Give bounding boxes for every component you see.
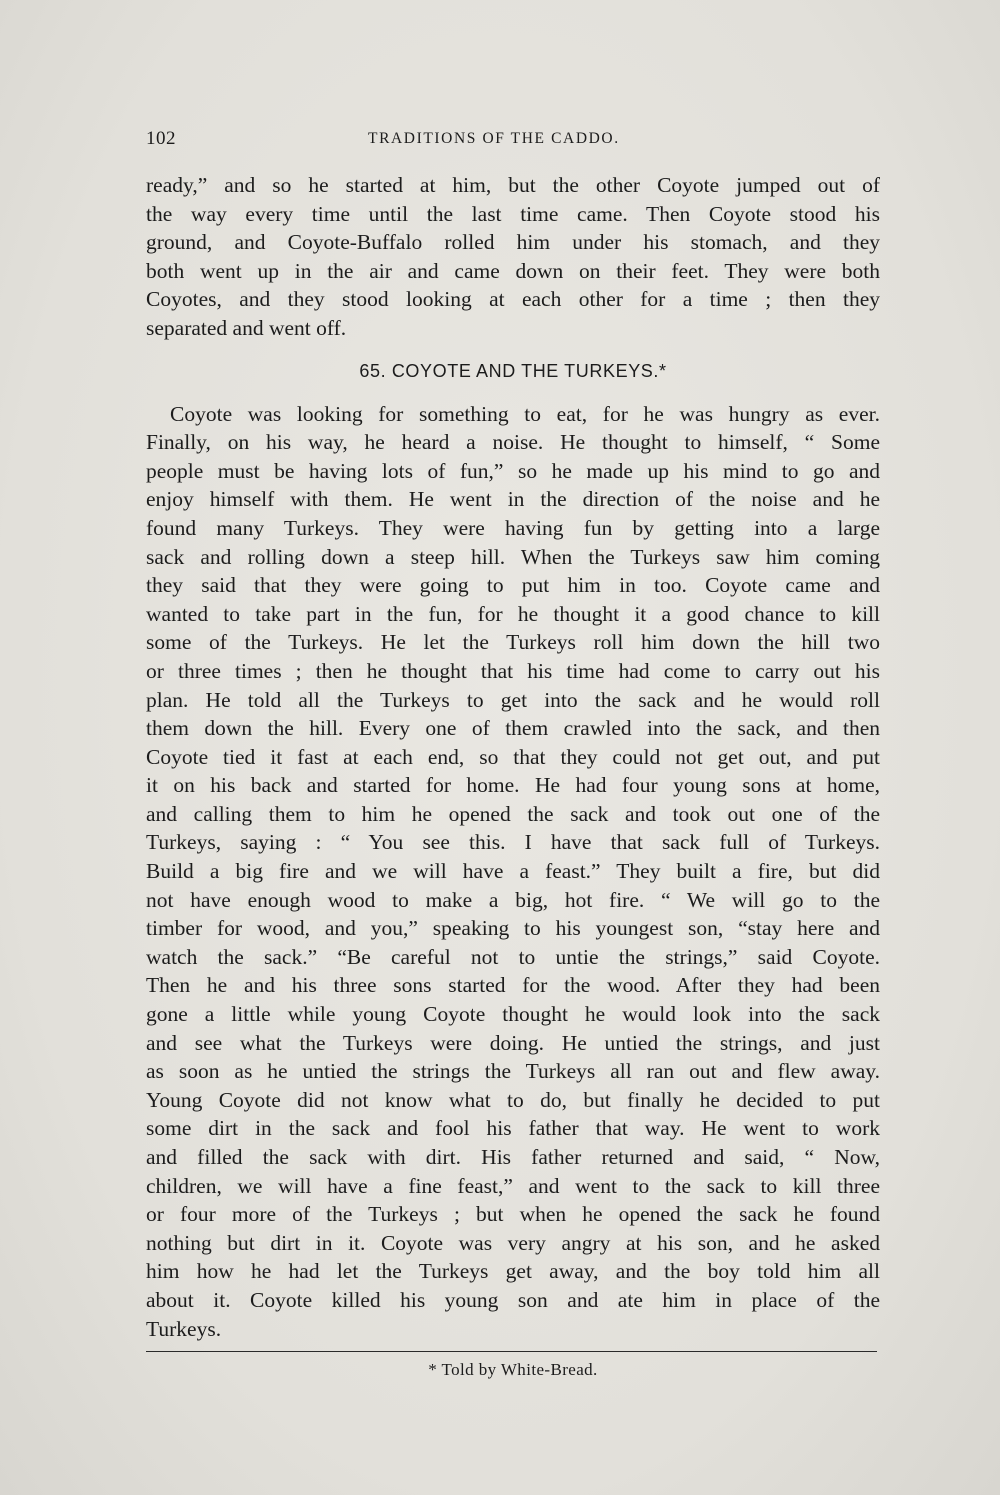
- text-line: as soon as he untied the strings the Turkeys all ran out and flew away.: [146, 1059, 880, 1084]
- text-line: them down the hill. Every one of them crawled into the sack, and then: [146, 716, 880, 741]
- text-line: Turkeys.: [146, 1316, 222, 1341]
- text-line: they said that they were going to put him in too. Coyote came and: [146, 573, 880, 598]
- text-line: the way every time until the last time came. Then Coyote stood his: [146, 201, 880, 226]
- text-line: and see what the Turkeys were doing. He untied the strings, and just: [146, 1030, 880, 1055]
- text-line: or three times ; then he thought that his time had come to carry out his: [146, 658, 880, 683]
- text-line: Then he and his three sons started for the wood. After they had been: [146, 973, 880, 998]
- text-line: sack and rolling down a steep hill. When the Turkeys saw him coming: [146, 544, 880, 569]
- text-line: wanted to take part in the fun, for he thought it a good chance to kill: [146, 601, 880, 626]
- text-line: watch the sack.” “Be careful not to untie the strings,” said Coyote.: [146, 944, 880, 969]
- story-paragraph: [146, 400, 880, 1344]
- text-line: him how he had let the Turkeys get away, and the boy told him all: [146, 1259, 880, 1284]
- text-line: Turkeys, saying : “ You see this. I have that sack full of Turkeys.: [146, 830, 880, 855]
- text-line: children, we will have a fine feast,” and went to the sack to kill three: [146, 1173, 880, 1198]
- text-line: and filled the sack with dirt. His father returned and said, “ Now,: [146, 1145, 880, 1169]
- text-line: some of the Turkeys. He let the Turkeys roll him down the hill two: [146, 630, 880, 655]
- footnote-rule: [146, 1351, 877, 1352]
- text-line: Coyote tied it fast at each end, so that they could not get out, and put: [146, 744, 880, 769]
- text-line: separated and went off.: [146, 315, 347, 340]
- footnote: * Told by White-Bread.: [428, 1360, 598, 1379]
- section-heading: 65. COYOTE AND THE TURKEYS.*: [359, 360, 667, 381]
- text-line: nothing but dirt in it. Coyote was very angry at his son, and he asked: [146, 1230, 880, 1255]
- page-number: 102: [146, 128, 176, 149]
- running-title: TRADITIONS OF THE CADDO.: [368, 130, 620, 147]
- text-line: people must be having lots of fun,” so he made up his mind to go and: [146, 458, 880, 483]
- text-line: found many Turkeys. They were having fun by getting into a large: [146, 515, 880, 540]
- previous-story-ending: [146, 171, 880, 343]
- text-line: some dirt in the sack and fool his father that way. He went to work: [146, 1116, 880, 1141]
- text-line: both went up in the air and came down on their feet. They were both: [146, 258, 880, 283]
- body-text: [146, 171, 880, 1343]
- text-line: about it. Coyote killed his young son and ate him in place of the: [146, 1287, 880, 1312]
- text-line: ground, and Coyote-Buffalo rolled him under his stomach, and they: [146, 230, 880, 255]
- text-line: it on his back and started for home. He had four young sons at home,: [146, 773, 880, 798]
- text-line: ready,” and so he started at him, but the other Coyote jumped out of: [146, 173, 880, 197]
- text-line: plan. He told all the Turkeys to get into the sack and he would roll: [146, 687, 880, 712]
- text-line: or four more of the Turkeys ; but when he opened the sack he found: [146, 1202, 880, 1227]
- text-line: and calling them to him he opened the sack and took out one of the: [146, 801, 880, 826]
- text-line: Finally, on his way, he heard a noise. He thought to himself, “ Some: [146, 430, 880, 455]
- text-line: Coyote was looking for something to eat, for he was hungry as ever.: [170, 401, 880, 426]
- text-line: timber for wood, and you,” speaking to his youngest son, “stay here and: [146, 916, 880, 941]
- running-head: [146, 128, 880, 158]
- text-line: Young Coyote did not know what to do, but finally he decided to put: [146, 1087, 880, 1112]
- text-line: not have enough wood to make a big, hot fire. “ We will go to the: [146, 887, 880, 912]
- text-line: gone a little while young Coyote thought he would look into the sack: [146, 1002, 880, 1027]
- text-line: Build a big fire and we will have a feast.” They built a fire, but did: [146, 859, 880, 884]
- text-line: Coyotes, and they stood looking at each other for a time ; then they: [146, 287, 880, 312]
- text-line: enjoy himself with them. He went in the direction of the noise and he: [146, 487, 880, 512]
